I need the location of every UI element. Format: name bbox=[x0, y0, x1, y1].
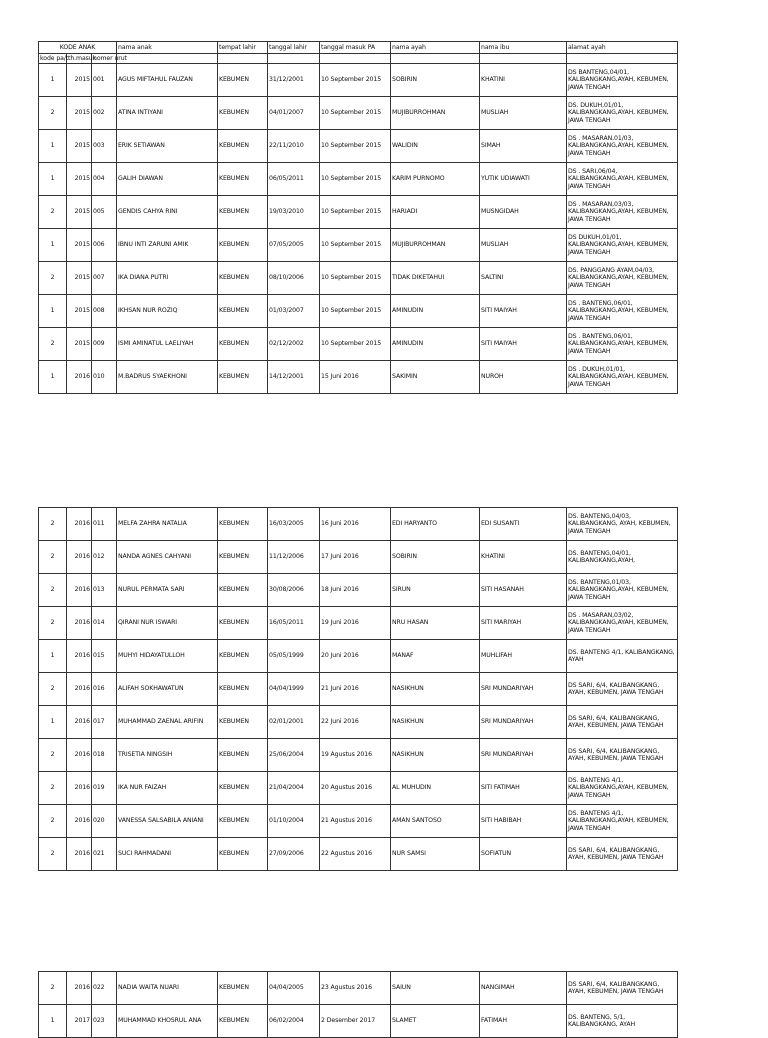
nomor-urut-cell: 013 bbox=[92, 574, 117, 607]
nomor-urut-cell: 021 bbox=[92, 838, 117, 871]
tanggal-lahir-cell: 06/02/2004 bbox=[268, 1005, 320, 1038]
nomor-urut-cell: 019 bbox=[92, 772, 117, 805]
table-row bbox=[39, 196, 678, 229]
nama-ayah-cell: NASIKHUN bbox=[391, 673, 480, 706]
alamat-ayah-cell: DS. BANTENG 4/1, KALIBANGKANG,AYAH, KEBUMEN, JAWA TENGAH bbox=[567, 772, 678, 805]
tanggal-lahir-cell: 30/08/2006 bbox=[268, 574, 320, 607]
table-row bbox=[39, 838, 678, 871]
tempat-lahir-cell: KEBUMEN bbox=[218, 838, 268, 871]
tanggal-lahir-cell: 01/10/2004 bbox=[268, 805, 320, 838]
header-tanggal-masuk: tanggal masuk PA bbox=[320, 42, 391, 54]
nama-ayah-cell: HARIADI bbox=[391, 196, 480, 229]
alamat-ayah-cell: DS SARI, 6/4, KALIBANGKANG, AYAH, KEBUMEN, JAWA TENGAH bbox=[567, 706, 678, 739]
tempat-lahir-cell: KEBUMEN bbox=[218, 1005, 268, 1038]
kode-pa-cell: 2 bbox=[39, 739, 67, 772]
kode-pa-cell: 2 bbox=[39, 196, 67, 229]
tanggal-lahir-cell: 04/01/2007 bbox=[268, 97, 320, 130]
table-row bbox=[39, 97, 678, 130]
nomor-urut-cell: 012 bbox=[92, 541, 117, 574]
tanggal-lahir-cell: 19/03/2010 bbox=[268, 196, 320, 229]
kode-pa-cell: 2 bbox=[39, 772, 67, 805]
nama-ayah-cell: NASIKHUN bbox=[391, 739, 480, 772]
alamat-ayah-cell: DS SARI, 6/4, KALIBANGKANG, AYAH, KEBUMEN, JAWA TENGAH bbox=[567, 838, 678, 871]
nomor-urut-cell: 005 bbox=[92, 196, 117, 229]
tanggal-masuk-cell: 17 Juni 2016 bbox=[320, 541, 391, 574]
nama-ibu-cell: MUSLIAH bbox=[480, 97, 567, 130]
nama-anak-cell: ERIK SETIAWAN bbox=[117, 130, 218, 163]
tempat-lahir-cell: KEBUMEN bbox=[218, 673, 268, 706]
nama-ayah-cell: SOBIRIN bbox=[391, 541, 480, 574]
nama-anak-cell: VANESSA SALSABILA ANIANI bbox=[117, 805, 218, 838]
nama-anak-cell: SUCI RAHMADANI bbox=[117, 838, 218, 871]
nomor-urut-cell: 001 bbox=[92, 64, 117, 97]
tahun-masuk-cell: 2016 bbox=[67, 673, 92, 706]
kode-pa-cell: 1 bbox=[39, 295, 67, 328]
tanggal-masuk-cell: 18 Juni 2016 bbox=[320, 574, 391, 607]
nama-ayah-cell: SAIUN bbox=[391, 972, 480, 1005]
table-row bbox=[39, 673, 678, 706]
nama-ayah-cell: SOBIRIN bbox=[391, 64, 480, 97]
nomor-urut-cell: 014 bbox=[92, 607, 117, 640]
tahun-masuk-cell: 2016 bbox=[67, 739, 92, 772]
kode-pa-cell: 1 bbox=[39, 163, 67, 196]
header-nama-anak: nama anak bbox=[117, 42, 218, 54]
nomor-urut-cell: 023 bbox=[92, 1005, 117, 1038]
nama-anak-cell: M.BADRUS SYAEKHONI bbox=[117, 361, 218, 394]
tanggal-masuk-cell: 20 Juni 2016 bbox=[320, 640, 391, 673]
kode-pa-cell: 1 bbox=[39, 64, 67, 97]
table-row bbox=[39, 574, 678, 607]
table-row bbox=[39, 706, 678, 739]
tanggal-lahir-cell: 25/06/2004 bbox=[268, 739, 320, 772]
header-alamat-ayah: alamat ayah bbox=[567, 42, 678, 54]
nama-ibu-cell: SITI MAIYAH bbox=[480, 328, 567, 361]
table-row bbox=[39, 163, 678, 196]
nomor-urut-cell: 006 bbox=[92, 229, 117, 262]
nomor-urut-cell: 002 bbox=[92, 97, 117, 130]
tahun-masuk-cell: 2016 bbox=[67, 361, 92, 394]
header-tanggal-lahir: tanggal lahir bbox=[268, 42, 320, 54]
alamat-ayah-cell: DS. BANTENG,01/03, KALIBANGKANG,AYAH, KEBUMEN, JAWA TENGAH bbox=[567, 574, 678, 607]
kode-pa-cell: 1 bbox=[39, 229, 67, 262]
tahun-masuk-cell: 2016 bbox=[67, 838, 92, 871]
kode-pa-cell: 2 bbox=[39, 574, 67, 607]
alamat-ayah-cell: DS. BANTENG, 5/1, KALIBANGKANG, AYAH bbox=[567, 1005, 678, 1038]
nama-anak-cell: TRISETIA NINGSIH bbox=[117, 739, 218, 772]
tahun-masuk-cell: 2016 bbox=[67, 541, 92, 574]
tempat-lahir-cell: KEBUMEN bbox=[218, 130, 268, 163]
subheader-kode-pa: kode pa/t bbox=[40, 54, 69, 62]
nama-ibu-cell: SIMAH bbox=[480, 130, 567, 163]
tahun-masuk-cell: 2015 bbox=[67, 262, 92, 295]
tanggal-lahir-cell: 05/05/1999 bbox=[268, 640, 320, 673]
kode-pa-cell: 2 bbox=[39, 97, 67, 130]
nomor-urut-cell: 007 bbox=[92, 262, 117, 295]
tempat-lahir-cell: KEBUMEN bbox=[218, 361, 268, 394]
tempat-lahir-cell: KEBUMEN bbox=[218, 97, 268, 130]
table-row bbox=[39, 328, 678, 361]
table-row bbox=[39, 541, 678, 574]
children-table-block-2 bbox=[38, 507, 678, 871]
nama-anak-cell: IKA NUR FAIZAH bbox=[117, 772, 218, 805]
alamat-ayah-cell: DS SARI, 6/4, KALIBANGKANG, AYAH, KEBUMEN, JAWA TENGAH bbox=[567, 972, 678, 1005]
nama-ayah-cell: NUR SAMSI bbox=[391, 838, 480, 871]
nomor-urut-cell: 008 bbox=[92, 295, 117, 328]
nama-ibu-cell: SRI MUNDARIYAH bbox=[480, 673, 567, 706]
tanggal-masuk-cell: 16 Juni 2016 bbox=[320, 508, 391, 541]
alamat-ayah-cell: DS. DUKUH,01/01, KALIBANGKANG,AYAH, KEBUMEN, JAWA TENGAH bbox=[567, 97, 678, 130]
kode-pa-cell: 2 bbox=[39, 607, 67, 640]
tanggal-lahir-cell: 27/09/2006 bbox=[268, 838, 320, 871]
tahun-masuk-cell: 2016 bbox=[67, 607, 92, 640]
nama-ayah-cell: NASIKHUN bbox=[391, 706, 480, 739]
tempat-lahir-cell: KEBUMEN bbox=[218, 508, 268, 541]
nama-anak-cell: IKHSAN NUR ROZIQ bbox=[117, 295, 218, 328]
nama-anak-cell: IBNU INTI ZARUNI AMIK bbox=[117, 229, 218, 262]
nama-ayah-cell: MUJIBURROHMAN bbox=[391, 97, 480, 130]
kode-pa-cell: 1 bbox=[39, 361, 67, 394]
tanggal-masuk-cell: 19 Agustus 2016 bbox=[320, 739, 391, 772]
tanggal-masuk-cell: 20 Agustus 2016 bbox=[320, 772, 391, 805]
kode-pa-cell: 1 bbox=[39, 1005, 67, 1038]
tahun-masuk-cell: 2016 bbox=[67, 508, 92, 541]
tempat-lahir-cell: KEBUMEN bbox=[218, 328, 268, 361]
nomor-urut-cell: 009 bbox=[92, 328, 117, 361]
nama-anak-cell: GENDIS CAHYA RINI bbox=[117, 196, 218, 229]
tanggal-masuk-cell: 19 Juni 2016 bbox=[320, 607, 391, 640]
nama-ibu-cell: FATIMAH bbox=[480, 1005, 567, 1038]
tanggal-masuk-cell: 10 September 2015 bbox=[320, 229, 391, 262]
tanggal-masuk-cell: 10 September 2015 bbox=[320, 295, 391, 328]
tanggal-lahir-cell: 22/11/2010 bbox=[268, 130, 320, 163]
kode-pa-cell: 2 bbox=[39, 972, 67, 1005]
tahun-masuk-cell: 2016 bbox=[67, 972, 92, 1005]
tanggal-masuk-cell: 10 September 2015 bbox=[320, 163, 391, 196]
tempat-lahir-cell: KEBUMEN bbox=[218, 541, 268, 574]
table-row bbox=[39, 805, 678, 838]
tempat-lahir-cell: KEBUMEN bbox=[218, 262, 268, 295]
tanggal-lahir-cell: 14/12/2001 bbox=[268, 361, 320, 394]
nama-ibu-cell: YUTIK UDIAWATI bbox=[480, 163, 567, 196]
tahun-masuk-cell: 2015 bbox=[67, 64, 92, 97]
children-table-block-1 bbox=[38, 41, 678, 394]
nama-ayah-cell: AMINUDIN bbox=[391, 328, 480, 361]
alamat-ayah-cell: DS . MASARAN,01/03, KALIBANGKANG,AYAH, KEBUMEN, JAWA TENGAH bbox=[567, 130, 678, 163]
nomor-urut-cell: 020 bbox=[92, 805, 117, 838]
alamat-ayah-cell: DS . DUKUH,01/01, KALIBANGKANG,AYAH, KEBUMEN, JAWA TENGAH bbox=[567, 361, 678, 394]
nama-ayah-cell: MUJIBURROHMAN bbox=[391, 229, 480, 262]
nama-ibu-cell: SITI HABIBAH bbox=[480, 805, 567, 838]
tempat-lahir-cell: KEBUMEN bbox=[218, 163, 268, 196]
nama-ibu-cell: SITI MAIYAH bbox=[480, 295, 567, 328]
tahun-masuk-cell: 2016 bbox=[67, 574, 92, 607]
header-tempat-lahir: tempat lahir bbox=[218, 42, 268, 54]
nomor-urut-cell: 017 bbox=[92, 706, 117, 739]
nama-ayah-cell: NRU HASAN bbox=[391, 607, 480, 640]
tempat-lahir-cell: KEBUMEN bbox=[218, 805, 268, 838]
tanggal-lahir-cell: 04/04/2005 bbox=[268, 972, 320, 1005]
nama-ibu-cell: MUSNGIDAH bbox=[480, 196, 567, 229]
kode-pa-cell: 2 bbox=[39, 328, 67, 361]
nama-anak-cell: ISMI AMINATUL LAELIYAH bbox=[117, 328, 218, 361]
nomor-urut-cell: 018 bbox=[92, 739, 117, 772]
nama-ayah-cell: SIRUN bbox=[391, 574, 480, 607]
nama-ibu-cell: SITI MARIYAH bbox=[480, 607, 567, 640]
tanggal-masuk-cell: 10 September 2015 bbox=[320, 64, 391, 97]
kode-pa-cell: 2 bbox=[39, 805, 67, 838]
nama-ayah-cell: TIDAK DIKETAHUI bbox=[391, 262, 480, 295]
table-row bbox=[39, 739, 678, 772]
tempat-lahir-cell: KEBUMEN bbox=[218, 196, 268, 229]
kode-pa-cell: 1 bbox=[39, 706, 67, 739]
table-row bbox=[39, 772, 678, 805]
alamat-ayah-cell: DS . BANTENG,06/01, KALIBANGKANG,AYAH, KEBUMEN, JAWA TENGAH bbox=[567, 295, 678, 328]
tanggal-masuk-cell: 10 September 2015 bbox=[320, 328, 391, 361]
nama-ayah-cell: SLAMET bbox=[391, 1005, 480, 1038]
tempat-lahir-cell: KEBUMEN bbox=[218, 574, 268, 607]
tahun-masuk-cell: 2015 bbox=[67, 295, 92, 328]
table-row bbox=[39, 972, 678, 1005]
tahun-masuk-cell: 2015 bbox=[67, 130, 92, 163]
nama-ibu-cell: MUHLIFAH bbox=[480, 640, 567, 673]
nama-anak-cell: NURUL PERMATA SARI bbox=[117, 574, 218, 607]
tahun-masuk-cell: 2015 bbox=[67, 163, 92, 196]
nama-ibu-cell: KHATINI bbox=[480, 64, 567, 97]
tempat-lahir-cell: KEBUMEN bbox=[218, 739, 268, 772]
nama-ayah-cell: AMAN SANTOSO bbox=[391, 805, 480, 838]
nama-ibu-cell: EDI SUSANTI bbox=[480, 508, 567, 541]
nama-ayah-cell: AMINUDIN bbox=[391, 295, 480, 328]
nama-ibu-cell: SITI HASANAH bbox=[480, 574, 567, 607]
table-row bbox=[39, 361, 678, 394]
nama-ibu-cell: SALTINI bbox=[480, 262, 567, 295]
header-row bbox=[39, 42, 678, 54]
tempat-lahir-cell: KEBUMEN bbox=[218, 640, 268, 673]
children-table-block-3 bbox=[38, 971, 678, 1038]
alamat-ayah-cell: DS SARI, 6/4, KALIBANGKANG, AYAH, KEBUMEN, JAWA TENGAH bbox=[567, 673, 678, 706]
alamat-ayah-cell: DS SARI, 6/4, KALIBANGKANG, AYAH, KEBUMEN, JAWA TENGAH bbox=[567, 739, 678, 772]
tanggal-lahir-cell: 02/01/2001 bbox=[268, 706, 320, 739]
nama-anak-cell: GALIH DIAWAN bbox=[117, 163, 218, 196]
nama-ibu-cell: NANGIMAH bbox=[480, 972, 567, 1005]
kode-pa-cell: 2 bbox=[39, 541, 67, 574]
table-row bbox=[39, 64, 678, 97]
tanggal-lahir-cell: 07/05/2005 bbox=[268, 229, 320, 262]
header-nama-ibu: nama ibu bbox=[480, 42, 567, 54]
nomor-urut-cell: 022 bbox=[92, 972, 117, 1005]
tanggal-masuk-cell: 21 Juni 2016 bbox=[320, 673, 391, 706]
table-row bbox=[39, 130, 678, 163]
alamat-ayah-cell: DS . BANTENG,06/01, KALIBANGKANG,AYAH, KEBUMEN, JAWA TENGAH bbox=[567, 328, 678, 361]
nomor-urut-cell: 004 bbox=[92, 163, 117, 196]
nama-ibu-cell: NUROH bbox=[480, 361, 567, 394]
nama-ayah-cell: SAKIMIN bbox=[391, 361, 480, 394]
tanggal-masuk-cell: 10 September 2015 bbox=[320, 196, 391, 229]
nama-ayah-cell: AL MUHUDIN bbox=[391, 772, 480, 805]
subheader-nomer-urut: nomer urut bbox=[93, 54, 127, 62]
tahun-masuk-cell: 2017 bbox=[67, 1005, 92, 1038]
table-row bbox=[39, 508, 678, 541]
kode-pa-cell: 2 bbox=[39, 838, 67, 871]
table-row bbox=[39, 640, 678, 673]
tahun-masuk-cell: 2016 bbox=[67, 772, 92, 805]
nama-anak-cell: AGUS MIFTAHUL FAUZAN bbox=[117, 64, 218, 97]
nama-ibu-cell: MUSLIAH bbox=[480, 229, 567, 262]
tempat-lahir-cell: KEBUMEN bbox=[218, 295, 268, 328]
tahun-masuk-cell: 2015 bbox=[67, 196, 92, 229]
nama-ibu-cell: SITI FATIMAH bbox=[480, 772, 567, 805]
kode-pa-cell: 2 bbox=[39, 508, 67, 541]
table-row bbox=[39, 229, 678, 262]
nama-anak-cell: NANDA AGNES CAHYANI bbox=[117, 541, 218, 574]
table-row bbox=[39, 262, 678, 295]
tanggal-lahir-cell: 21/04/2004 bbox=[268, 772, 320, 805]
tanggal-masuk-cell: 15 Juni 2016 bbox=[320, 361, 391, 394]
alamat-ayah-cell: DS BANTENG,04/01, KALIBANGKANG,AYAH, KEBUMEN, JAWA TENGAH bbox=[567, 64, 678, 97]
nama-anak-cell: MELFA ZAHRA NATALIA bbox=[117, 508, 218, 541]
tanggal-lahir-cell: 16/05/2011 bbox=[268, 607, 320, 640]
tanggal-lahir-cell: 31/12/2001 bbox=[268, 64, 320, 97]
nama-anak-cell: ALIFAH SOKHAWATUN bbox=[117, 673, 218, 706]
kode-pa-cell: 1 bbox=[39, 640, 67, 673]
kode-pa-cell: 2 bbox=[39, 673, 67, 706]
tanggal-masuk-cell: 23 Agustus 2016 bbox=[320, 972, 391, 1005]
tanggal-masuk-cell: 10 September 2015 bbox=[320, 130, 391, 163]
header-kode-anak: KODE ANAK bbox=[39, 42, 117, 54]
tempat-lahir-cell: KEBUMEN bbox=[218, 772, 268, 805]
nama-anak-cell: MUHAMMAD KHOSRUL ANA bbox=[117, 1005, 218, 1038]
nama-ibu-cell: KHATINI bbox=[480, 541, 567, 574]
tanggal-masuk-cell: 21 Agustus 2016 bbox=[320, 805, 391, 838]
alamat-ayah-cell: DS. PANGGANG AYAM,04/03, KALIBANGKANG,AYAH, KEBUMEN, JAWA TENGAH bbox=[567, 262, 678, 295]
nomor-urut-cell: 016 bbox=[92, 673, 117, 706]
tanggal-masuk-cell: 10 September 2015 bbox=[320, 262, 391, 295]
nama-ayah-cell: WALIDIN bbox=[391, 130, 480, 163]
nomor-urut-cell: 015 bbox=[92, 640, 117, 673]
alamat-ayah-cell: DS . SARI,06/04, KALIBANGKANG,AYAH, KEBUMEN, JAWA TENGAH bbox=[567, 163, 678, 196]
tahun-masuk-cell: 2015 bbox=[67, 229, 92, 262]
subheader-row bbox=[39, 54, 678, 64]
tahun-masuk-cell: 2016 bbox=[67, 805, 92, 838]
table-row bbox=[39, 295, 678, 328]
tanggal-lahir-cell: 01/03/2007 bbox=[268, 295, 320, 328]
tempat-lahir-cell: KEBUMEN bbox=[218, 972, 268, 1005]
nama-ibu-cell: SRI MUNDARIYAH bbox=[480, 739, 567, 772]
nama-anak-cell: NADIA WAITA NUARI bbox=[117, 972, 218, 1005]
tanggal-lahir-cell: 08/10/2006 bbox=[268, 262, 320, 295]
nama-anak-cell: ATINA INTIYANI bbox=[117, 97, 218, 130]
nama-anak-cell: QIRANI NUR ISWARI bbox=[117, 607, 218, 640]
nomor-urut-cell: 010 bbox=[92, 361, 117, 394]
nama-anak-cell: IKA DIANA PUTRI bbox=[117, 262, 218, 295]
nama-ibu-cell: SOFIATUN bbox=[480, 838, 567, 871]
kode-pa-cell: 2 bbox=[39, 262, 67, 295]
alamat-ayah-cell: DS. BANTENG,04/03, KALIBANGKANG, AYAH, KEBUMEN, JAWA TENGAH bbox=[567, 508, 678, 541]
tahun-masuk-cell: 2016 bbox=[67, 706, 92, 739]
table-row bbox=[39, 1005, 678, 1038]
nomor-urut-cell: 003 bbox=[92, 130, 117, 163]
nama-anak-cell: MUHAMMAD ZAENAL ARIFIN bbox=[117, 706, 218, 739]
nomor-urut-cell: 011 bbox=[92, 508, 117, 541]
tanggal-masuk-cell: 10 September 2015 bbox=[320, 97, 391, 130]
tanggal-lahir-cell: 04/04/1999 bbox=[268, 673, 320, 706]
tahun-masuk-cell: 2015 bbox=[67, 328, 92, 361]
alamat-ayah-cell: DS DUKUH,01/01, KALIBANGKANG,AYAH, KEBUMEN, JAWA TENGAH bbox=[567, 229, 678, 262]
alamat-ayah-cell: DS. BANTENG 4/1, KALIBANGKANG, AYAH bbox=[567, 640, 678, 673]
tempat-lahir-cell: KEBUMEN bbox=[218, 706, 268, 739]
nama-ayah-cell: MANAF bbox=[391, 640, 480, 673]
tanggal-masuk-cell: 22 Agustus 2016 bbox=[320, 838, 391, 871]
table-row bbox=[39, 607, 678, 640]
tempat-lahir-cell: KEBUMEN bbox=[218, 64, 268, 97]
alamat-ayah-cell: DS . MASARAN,03/03, KALIBANGKANG,AYAH, KEBUMEN, JAWA TENGAH bbox=[567, 196, 678, 229]
tanggal-masuk-cell: 2 Desember 2017 bbox=[320, 1005, 391, 1038]
nama-ayah-cell: EDI HARYANTO bbox=[391, 508, 480, 541]
nama-ibu-cell: SRI MUNDARIYAH bbox=[480, 706, 567, 739]
nama-anak-cell: MUHYI HIDAYATULLOH bbox=[117, 640, 218, 673]
tempat-lahir-cell: KEBUMEN bbox=[218, 229, 268, 262]
kode-pa-cell: 1 bbox=[39, 130, 67, 163]
tanggal-lahir-cell: 02/12/2002 bbox=[268, 328, 320, 361]
nama-ayah-cell: KARIM PURNOMO bbox=[391, 163, 480, 196]
alamat-ayah-cell: DS . MASARAN,03/02, KALIBANGKANG,AYAH, KEBUMEN, JAWA TENGAH bbox=[567, 607, 678, 640]
tanggal-lahir-cell: 11/12/2006 bbox=[268, 541, 320, 574]
tanggal-masuk-cell: 22 Juni 2016 bbox=[320, 706, 391, 739]
tempat-lahir-cell: KEBUMEN bbox=[218, 607, 268, 640]
tanggal-lahir-cell: 06/05/2011 bbox=[268, 163, 320, 196]
tahun-masuk-cell: 2015 bbox=[67, 97, 92, 130]
alamat-ayah-cell: DS. BANTENG 4/1, KALIBANGKANG,AYAH, KEBUMEN, JAWA TENGAH bbox=[567, 805, 678, 838]
subheader-th-masuk: th.masuk bbox=[68, 54, 97, 62]
tahun-masuk-cell: 2016 bbox=[67, 640, 92, 673]
alamat-ayah-cell: DS. BANTENG,04/01, KALIBANGKANG,AYAH, bbox=[567, 541, 678, 574]
header-nama-ayah: nama ayah bbox=[391, 42, 480, 54]
tanggal-lahir-cell: 16/03/2005 bbox=[268, 508, 320, 541]
